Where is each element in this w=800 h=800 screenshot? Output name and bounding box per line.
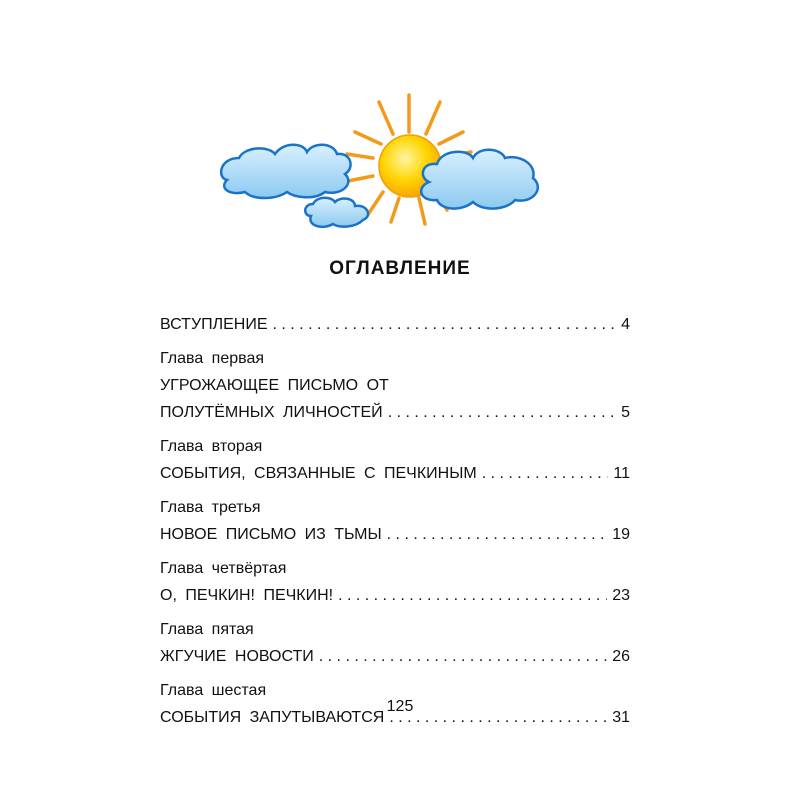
cloud-icon [305,198,368,227]
page-number: 125 [386,698,414,715]
toc-entry[interactable] [160,616,630,670]
toc-row [160,643,630,670]
toc-page-number: 4 [621,316,630,333]
dot-leader [338,582,607,609]
toc-row [160,311,630,338]
toc-page-number: 26 [612,648,630,665]
cloud-icon [421,150,538,209]
toc-row [160,460,630,487]
chapter-label: Глава третья [160,499,261,516]
chapter-title: НОВОЕ ПИСЬМО ИЗ ТЬМЫ [160,526,382,543]
toc-entry[interactable] [160,555,630,609]
chapter-title: ВСТУПЛЕНИЕ [160,316,268,333]
toc-page-number: 23 [612,587,630,604]
dot-leader [387,521,608,548]
chapter-title: СОБЫТИЯ ЗАПУТЫВАЮТСЯ [160,709,385,726]
toc-row [160,399,630,426]
toc-row [160,582,630,609]
toc-page-number: 5 [621,404,630,421]
chapter-title: ЖГУЧИЕ НОВОСТИ [160,648,314,665]
dot-leader [273,311,617,338]
toc-page-number: 19 [612,526,630,543]
dot-leader [482,460,609,487]
toc-heading: ОГЛАВЛЕНИЕ [329,258,471,279]
toc-entry[interactable] [160,345,630,426]
toc-page-number: 11 [613,465,630,482]
sun-and-clouds-illustration [215,92,545,237]
chapter-title: СОБЫТИЯ, СВЯЗАННЫЕ С ПЕЧКИНЫМ [160,465,477,482]
chapter-label: Глава шестая [160,682,267,699]
chapter-title-line: УГРОЖАЮЩЕЕ ПИСЬМО ОТ [160,377,389,394]
chapter-label: Глава четвёртая [160,560,287,577]
chapter-title: ПОЛУТЁМНЫХ ЛИЧНОСТЕЙ [160,404,383,421]
dot-leader [319,643,607,670]
toc-entry[interactable] [160,311,630,338]
chapter-title: О, ПЕЧКИН! ПЕЧКИН! [160,587,334,604]
toc-row [160,521,630,548]
chapter-label: Глава первая [160,350,265,367]
toc-entry[interactable] [160,494,630,548]
cloud-icon [221,145,350,198]
table-of-contents [160,311,630,731]
dot-leader [388,399,616,426]
chapter-label: Глава пятая [160,621,254,638]
toc-page-number: 31 [612,709,630,726]
chapter-label: Глава вторая [160,438,263,455]
toc-entry[interactable] [160,433,630,487]
